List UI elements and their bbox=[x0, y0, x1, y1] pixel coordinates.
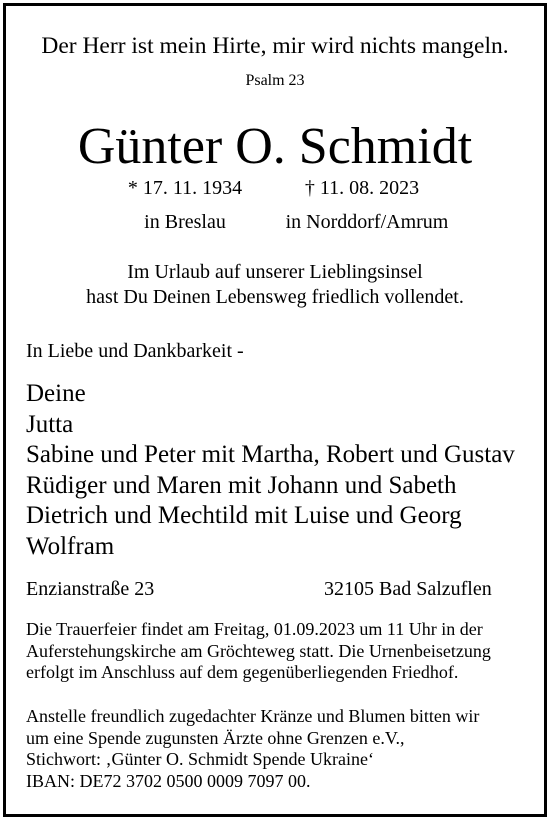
family-line: Deine bbox=[26, 380, 86, 407]
donation-line: Anstelle freundlich zugedachter Kränze und Blumen bitten wir bbox=[26, 706, 480, 726]
funeral-line: Auferstehungskirche am Gröchteweg statt. Die Urnenbeisetzung bbox=[26, 640, 491, 661]
quote bbox=[0, 260, 550, 310]
psalm-reference: Psalm 23 bbox=[245, 72, 305, 89]
death-place: in Norddorf/Amrum bbox=[285, 211, 449, 233]
donation-line: Stichwort: ‚Günter O. Schmidt Spende Ukraine‘ bbox=[26, 749, 374, 769]
deceased-name: Günter O. Schmidt bbox=[77, 118, 473, 175]
family-line: Dietrich und Mechtild mit Luise und Georg bbox=[26, 502, 462, 529]
address-street: Enzianstraße 23 bbox=[26, 578, 155, 600]
family-line: Sabine und Peter mit Martha, Robert und Gustav bbox=[26, 441, 515, 468]
thanks-line: In Liebe und Dankbarkeit - bbox=[26, 340, 244, 362]
donation-line: IBAN: DE72 3702 0500 0009 7097 00. bbox=[26, 770, 311, 791]
birth-date: * 17. 11. 1934 bbox=[127, 177, 243, 199]
address-city: 32105 Bad Salzuflen bbox=[324, 578, 492, 600]
family-line: Rüdiger und Maren mit Johann und Sabeth bbox=[26, 471, 457, 499]
motto: Der Herr ist mein Hirte, mir wird nichts mangeln. bbox=[41, 33, 509, 59]
funeral-info bbox=[26, 619, 536, 684]
funeral-line: erfolgt im Anschluss auf dem gegenüberliegenden Friedhof. bbox=[26, 662, 459, 682]
quote-line: Im Urlaub auf unserer Lieblingsinsel bbox=[127, 261, 423, 283]
family-line: Wolfram bbox=[26, 532, 115, 560]
family-list bbox=[26, 379, 536, 562]
birth-place: in Breslau bbox=[144, 211, 226, 233]
funeral-line: Die Trauerfeier findet am Freitag, 01.09.2023 um 11 Uhr in der bbox=[26, 619, 483, 639]
quote-line: hast Du Deinen Lebensweg friedlich vollendet. bbox=[86, 286, 464, 308]
death-date: † 11. 08. 2023 bbox=[304, 177, 420, 199]
donation-info bbox=[26, 706, 536, 792]
donation-line: um eine Spende zugunsten Ärzte ohne Grenzen e.V., bbox=[26, 727, 405, 748]
family-line: Jutta bbox=[26, 410, 74, 438]
